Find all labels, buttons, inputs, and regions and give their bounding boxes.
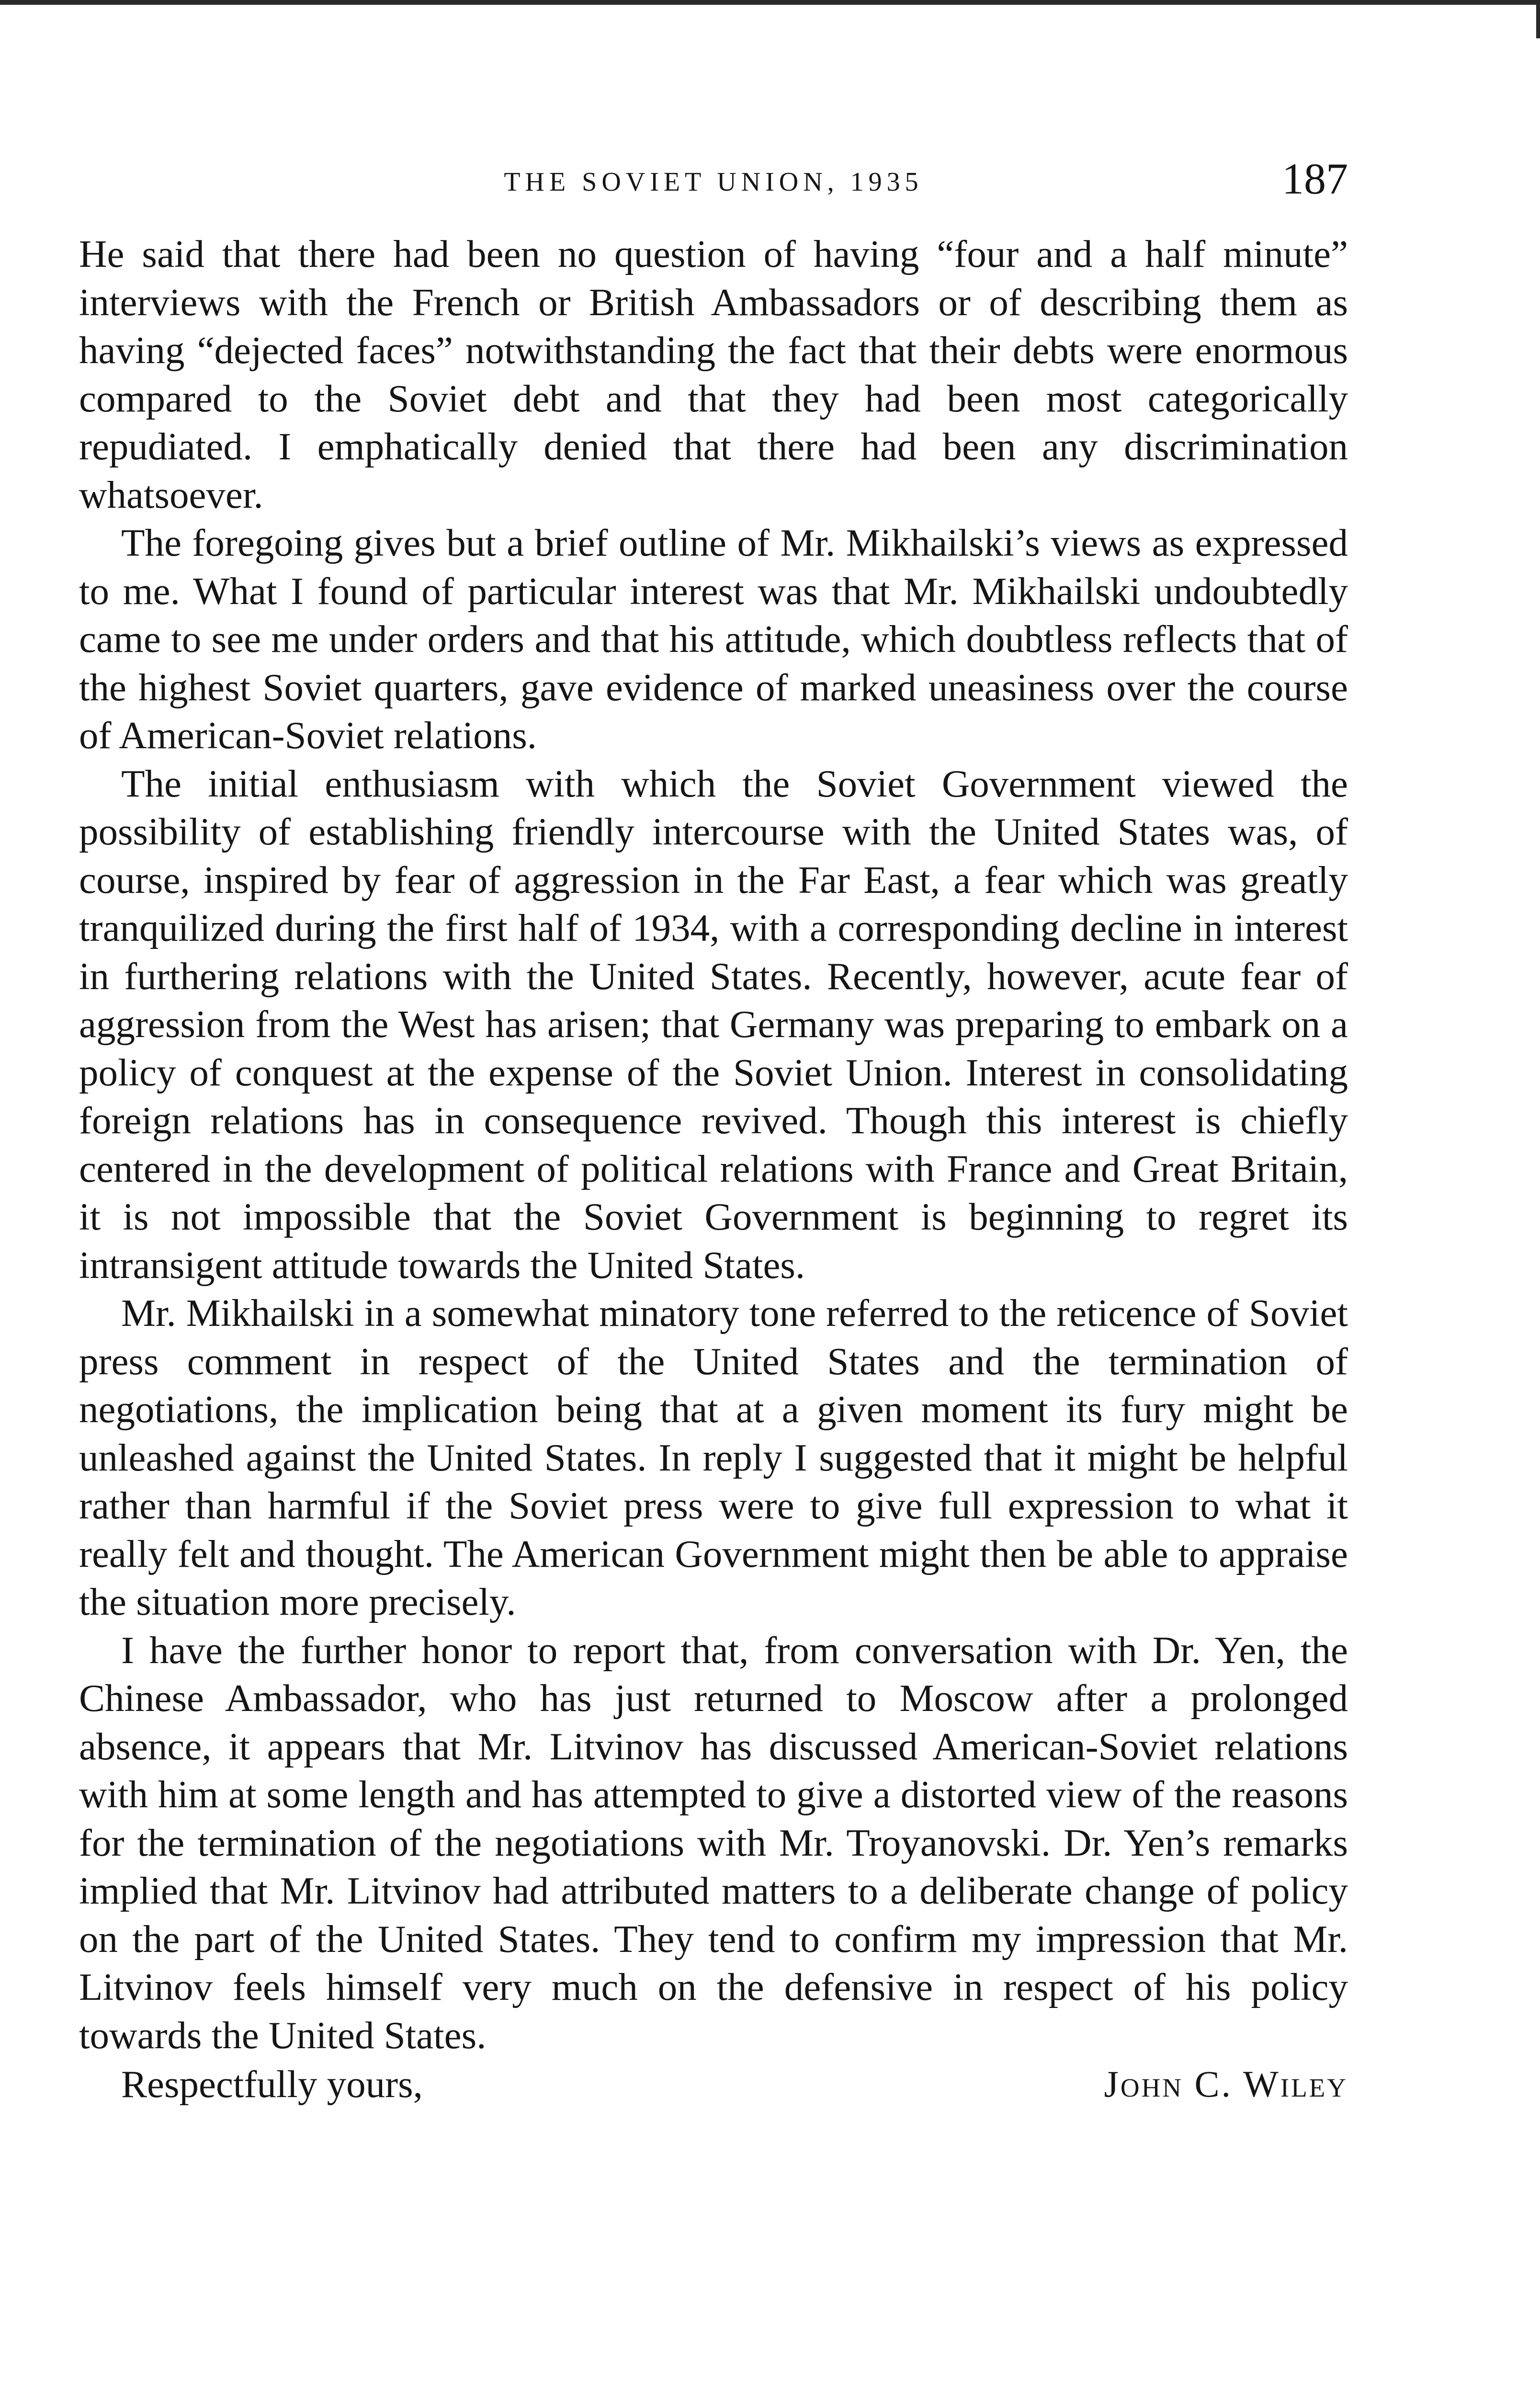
paragraph-enthusiasm: The initial enthusiasm with which the Soviet Government viewed the possibility of establishing friendly intercourse with the United States was, of course, inspired by fear of aggression in the Far East, a fear which was greatly tranquilized during the first half of 1934, with a corresponding decline in interest in furthering relations with the United States. Recently, however, acute fear of aggression from the West has arisen; that Germany was preparing to embark on a policy of conquest at the expense of the Soviet Union. Interest in consolidating foreign relations has in consequence revived. Though this interest is chiefly centered in the development of political relations with France and Great Britain, it is not impossible that the Soviet Government is beginning to regret its intransigent attitude towards the United States. bbox=[79, 762, 1348, 1287]
top-edge-rule bbox=[0, 0, 1540, 5]
paragraph-press-comment: Mr. Mikhailski in a somewhat minatory tone referred to the reticence of Soviet press comment in respect of the United States and the termination of negotiations, the implication being that at a given moment its fury might be unleashed against the United States. In reply I suggested that it might be helpful rather than harmful if the Soviet press were to give full expression to what it really felt and thought. The American Government might then be able to appraise the situation more precisely. bbox=[79, 1291, 1348, 1623]
complimentary-close: Respectfully yours, bbox=[121, 2063, 423, 2106]
document-page bbox=[79, 144, 1348, 2113]
paragraph-further-honor: I have the further honor to report that, from conversation with Dr. Yen, the Chinese Ambassador, who has just returned to Moscow after a prolonged absence, it appears that Mr. Litvinov has discussed American-Soviet relations with him at some length and has attempted to give a distorted view of the reasons for the termination of the negotiations with Mr. Troyanovski. Dr. Yen’s remarks implied that Mr. Litvinov had attributed matters to a deliberate change of policy on the part of the United States. They tend to confirm my impression that Mr. Litvinov feels himself very much on the defensive in respect of his policy towards the United States. bbox=[79, 1628, 1348, 2057]
paragraph-continuation: He said that there had been no question of having “four and a half minute” interviews with the French or British Ambassadors or of describing them as having “dejected faces” notwithstanding the fact that their debts were enormous compared to the Soviet debt and that they had been most categorically repudiated. I emphatically denied that there had been any discrimination whatsoever. bbox=[79, 232, 1348, 516]
running-header bbox=[79, 144, 1348, 216]
right-edge-mark bbox=[1536, 0, 1540, 38]
page-number: 187 bbox=[1282, 154, 1348, 203]
body-text bbox=[79, 230, 1348, 2059]
paragraph-outline: The foregoing gives but a brief outline of Mr. Mikhailski’s views as expressed to me. What I found of particular interest was that Mr. Mikhailski undoubtedly came to see me under orders and that his attitude, which doubtless reflects that of the highest Soviet quarters, gave evidence of marked uneasiness over the course of American-Soviet relations. bbox=[79, 521, 1348, 757]
signature: John C. Wiley bbox=[1104, 2063, 1348, 2105]
header-title: THE SOVIET UNION, 1935 bbox=[504, 167, 923, 197]
closing-block bbox=[79, 2060, 1348, 2113]
